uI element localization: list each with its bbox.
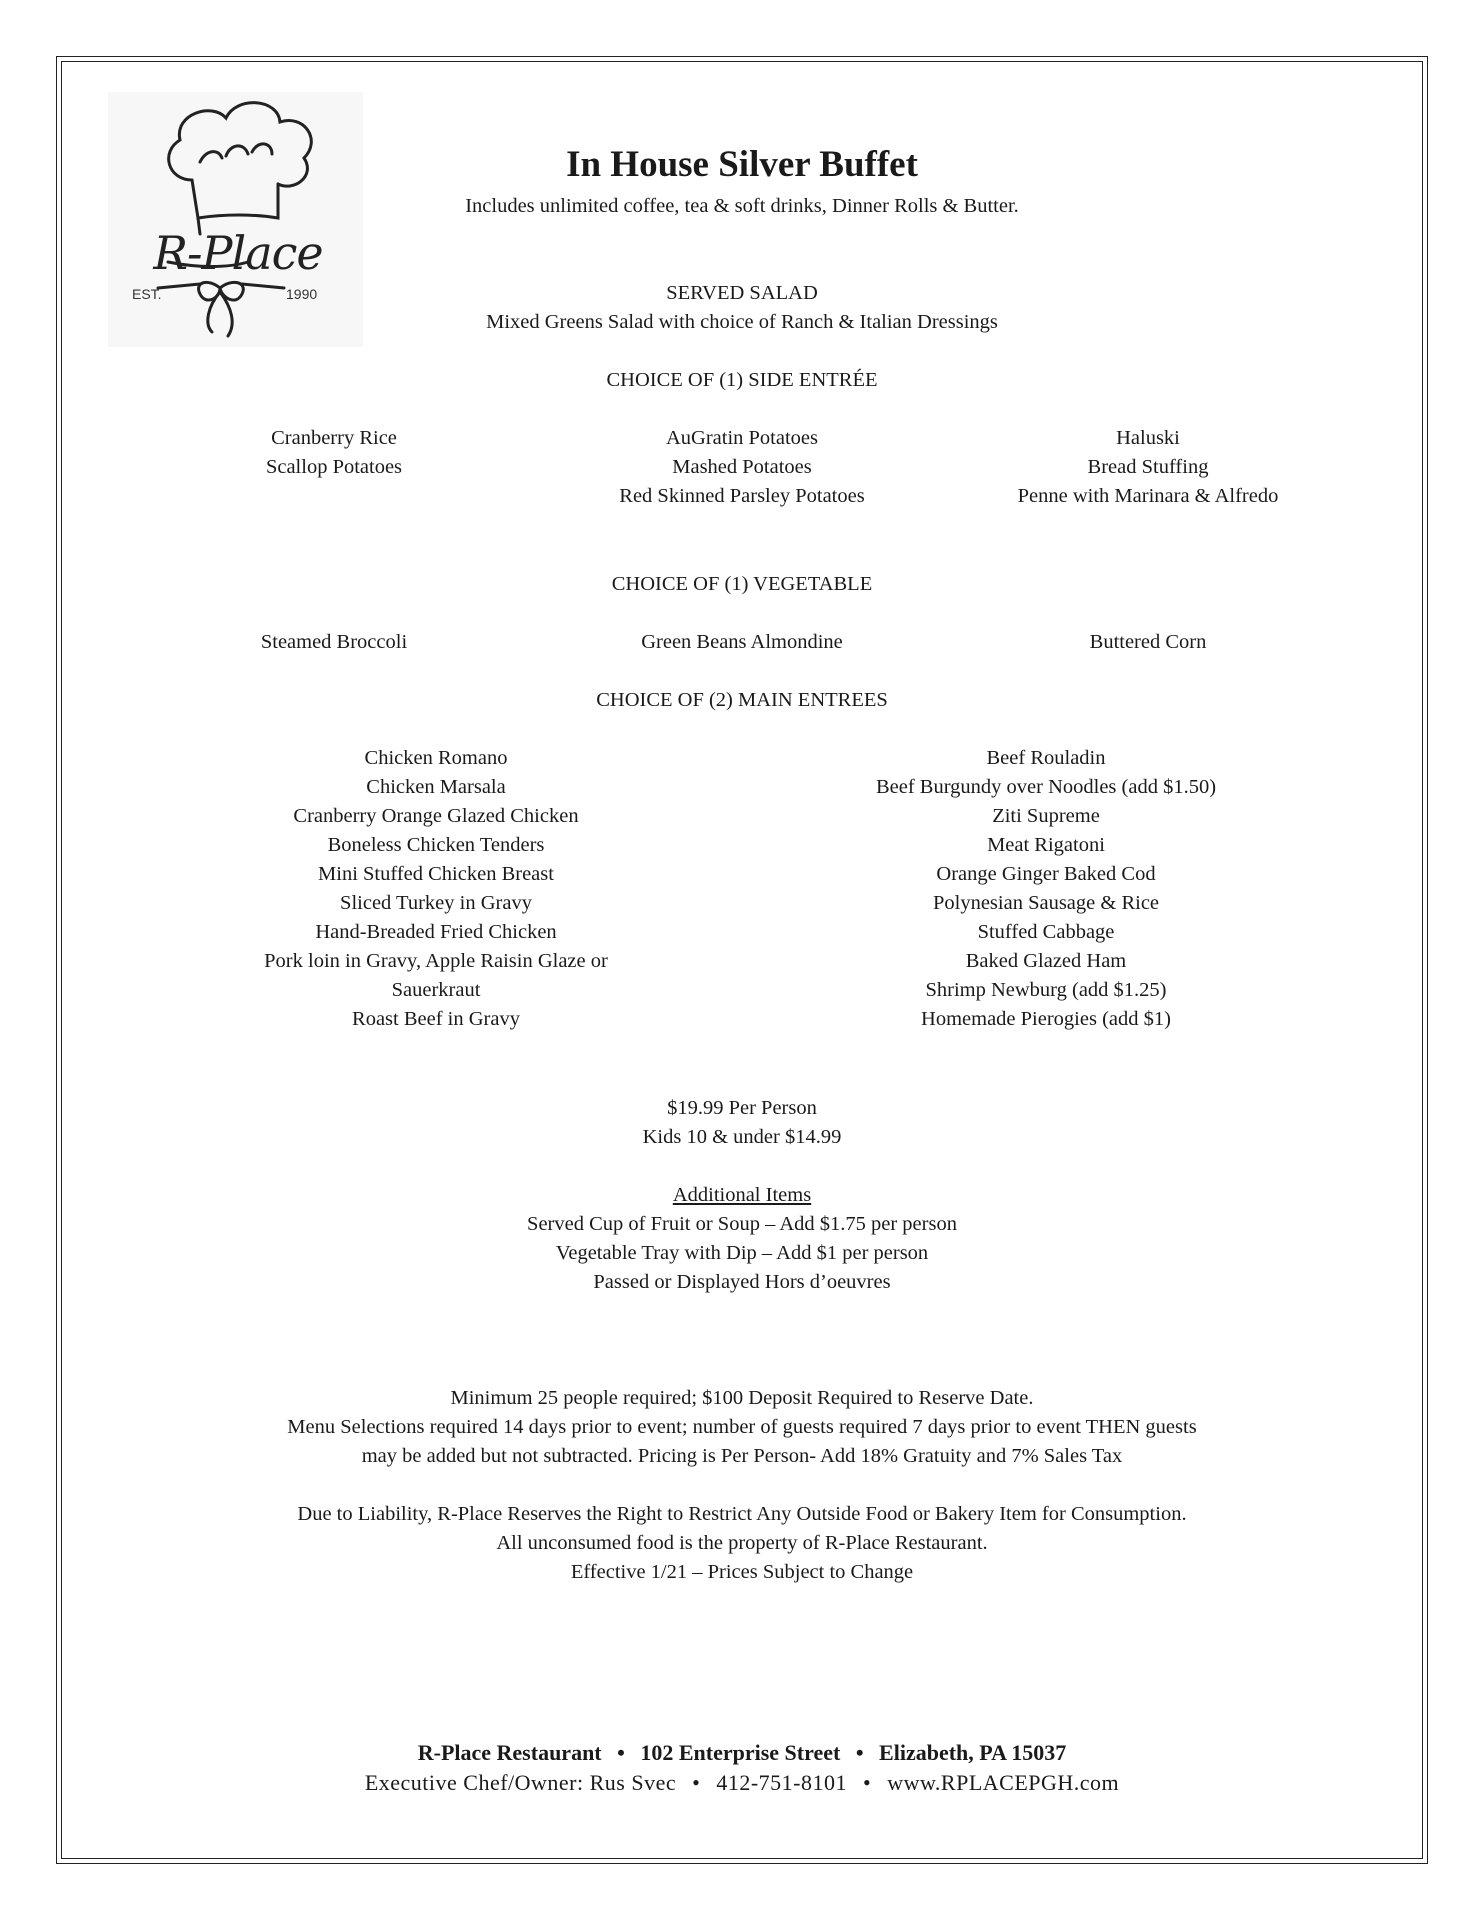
side-entree-heading: CHOICE OF (1) SIDE ENTRÉE (606, 369, 878, 391)
phone-number: 412-751-8101 (716, 1770, 847, 1795)
list-item: Sauerkraut (391, 979, 481, 1001)
main-entrees-heading: CHOICE OF (2) MAIN ENTREES (596, 689, 888, 711)
street-address: 102 Enterprise Street (640, 1740, 841, 1765)
list-item: Red Skinned Parsley Potatoes (619, 485, 865, 507)
page-title: In House Silver Buffet (566, 144, 918, 185)
policy-line-3: may be added but not subtracted. Pricing is Per Person- Add 18% Gratuity and 7% Sales Tax (361, 1445, 1123, 1467)
list-item: Served Cup of Fruit or Soup – Add $1.75 per person (527, 1213, 957, 1235)
website-link[interactable]: www.RPLACEPGH.com (887, 1770, 1120, 1795)
list-item: Baked Glazed Ham (965, 950, 1127, 972)
page-subtitle: Includes unlimited coffee, tea & soft drinks, Dinner Rolls & Butter. (465, 195, 1019, 217)
list-item: Ziti Supreme (992, 805, 1100, 827)
footer-address (0, 1740, 1484, 1766)
liability-line-3: Effective 1/21 – Prices Subject to Change (570, 1561, 914, 1583)
list-item: Polynesian Sausage & Rice (932, 892, 1160, 914)
list-item: AuGratin Potatoes (665, 427, 819, 449)
policy-line-2: Menu Selections required 14 days prior to event; number of guests required 7 days prior to event THEN guests (287, 1416, 1197, 1438)
logo-year: 1990 (286, 286, 318, 302)
list-item: Roast Beef in Gravy (352, 1008, 520, 1030)
list-item: Steamed Broccoli (260, 631, 408, 653)
salad-heading: SERVED SALAD (666, 282, 818, 304)
list-item: Passed or Displayed Hors d’oeuvres (593, 1271, 891, 1293)
list-item: Boneless Chicken Tenders (327, 834, 545, 856)
list-item: Cranberry Rice (271, 427, 397, 449)
logo-wordmark: R-Place (153, 226, 323, 280)
bullet-separator: • (692, 1770, 701, 1795)
liability-line-2: All unconsumed food is the property of R-Place Restaurant. (496, 1532, 988, 1554)
bullet-separator: • (617, 1740, 625, 1765)
liability-line-1: Due to Liability, R-Place Reserves the Right to Restrict Any Outside Food or Bakery Item for Consumption. (297, 1503, 1187, 1525)
salad-description: Mixed Greens Salad with choice of Ranch & Italian Dressings (486, 311, 998, 333)
list-item: Bread Stuffing (1087, 456, 1209, 478)
list-item: Pork loin in Gravy, Apple Raisin Glaze or (264, 950, 608, 972)
main-entrees-right-column (836, 744, 1256, 1034)
policy-line-1: Minimum 25 people required; $100 Deposit Required to Reserve Date. (450, 1387, 1034, 1409)
list-item: Green Beans Almondine (641, 631, 843, 653)
list-item: Mini Stuffed Chicken Breast (318, 863, 554, 885)
list-item: Meat Rigatoni (987, 834, 1105, 856)
main-entrees-left-column (226, 744, 646, 1034)
list-item: Beef Rouladin (986, 747, 1106, 769)
list-item: Sliced Turkey in Gravy (340, 892, 532, 914)
additional-items-heading-text: Additional Items (672, 1184, 812, 1206)
vegetable-item-1 (124, 628, 544, 657)
list-item: Chicken Marsala (366, 776, 506, 798)
footer-contact (0, 1770, 1484, 1796)
bullet-separator: • (862, 1770, 872, 1795)
list-item: Mashed Potatoes (672, 456, 812, 478)
list-item: Shrimp Newburg (add $1.25) (925, 979, 1167, 1001)
list-item: Beef Burgundy over Noodles (add $1.50) (875, 776, 1217, 798)
additional-items-heading (0, 1181, 1484, 1210)
list-item: Vegetable Tray with Dip – Add $1 per person (555, 1242, 929, 1264)
side-entree-column-1 (124, 424, 544, 482)
list-item: Hand-Breaded Fried Chicken (315, 921, 557, 943)
adult-price: $19.99 Per Person (667, 1097, 817, 1119)
list-item: Cranberry Orange Glazed Chicken (293, 805, 579, 827)
list-item: Orange Ginger Baked Cod (936, 863, 1156, 885)
side-entree-column-3 (938, 424, 1358, 511)
city-state-zip: Elizabeth, PA 15037 (879, 1740, 1067, 1765)
list-item: Homemade Pierogies (add $1) (921, 1008, 1171, 1030)
list-item: Penne with Marinara & Alfredo (1017, 485, 1279, 507)
vegetable-heading: CHOICE OF (1) VEGETABLE (611, 573, 873, 595)
vegetable-item-2 (532, 628, 952, 657)
vegetable-item-3 (938, 628, 1358, 657)
owner-name: Executive Chef/Owner: Rus Svec (364, 1770, 677, 1795)
logo-est-label: EST. (132, 286, 162, 302)
kids-price: Kids 10 & under $14.99 (642, 1126, 842, 1148)
list-item: Buttered Corn (1089, 631, 1207, 653)
list-item: Stuffed Cabbage (977, 921, 1115, 943)
list-item: Scallop Potatoes (265, 456, 403, 478)
list-item: Haluski (1116, 427, 1180, 449)
bullet-separator: • (855, 1740, 864, 1765)
side-entree-column-2 (532, 424, 952, 511)
restaurant-name: R-Place Restaurant (417, 1740, 602, 1765)
list-item: Chicken Romano (364, 747, 508, 769)
